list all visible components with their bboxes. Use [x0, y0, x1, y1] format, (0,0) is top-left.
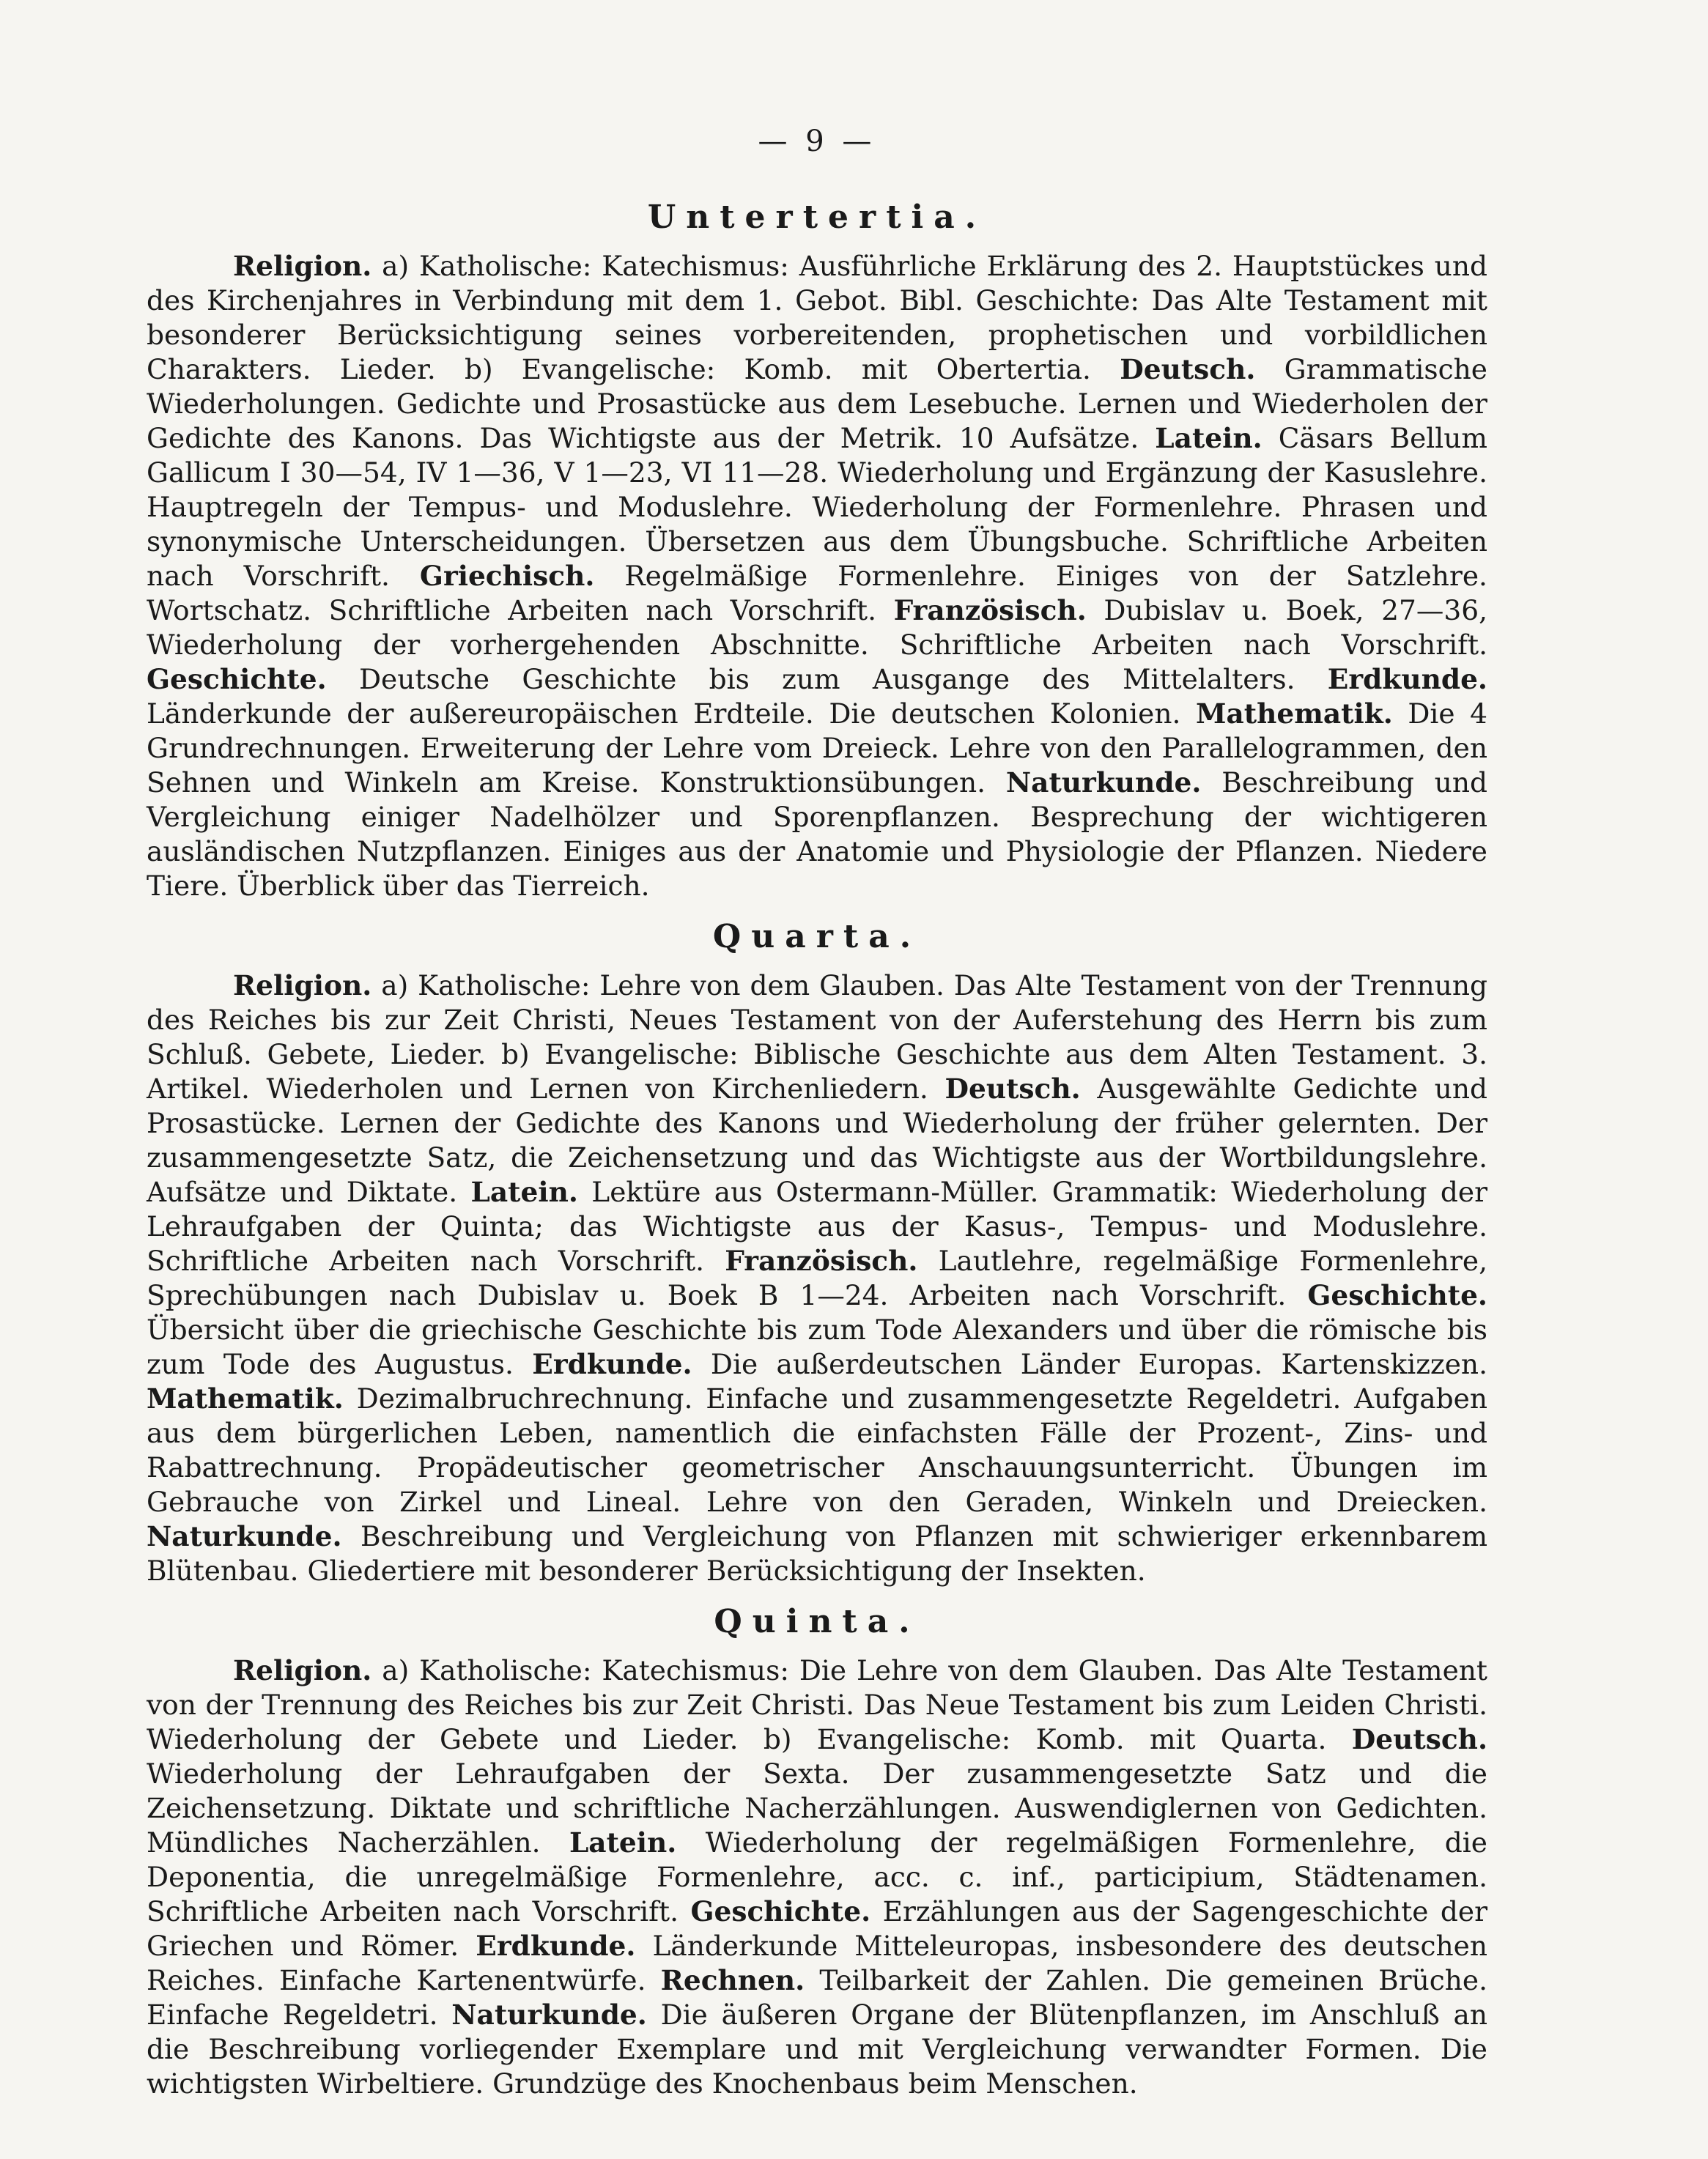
section-body [147, 249, 1487, 903]
subject-label: Erdkunde. [532, 1348, 692, 1380]
subject-text: Regelmäßige Formenlehre. Einiges von der Satzlehre. Wortschatz. Schriftliche Arbeiten nach Vorschrift. [147, 560, 1487, 626]
subject-label: Religion. [233, 1654, 372, 1686]
subject-label: Erdkunde. [1327, 663, 1487, 695]
subject-entry [532, 1348, 1487, 1380]
subject-label: Religion. [233, 969, 372, 1001]
sections-container [147, 199, 1487, 2101]
subject-label: Mathematik. [1195, 697, 1393, 730]
subject-text: Ausgewählte Gedichte und Prosastücke. Lernen der Gedichte des Kanons und Wiederholung der früher gelernten. Der zusammengesetzte Satz, die Zeichensetzung und das Wichtigste aus der Wortbildungslehre. Aufsätze und Diktate. [147, 1073, 1487, 1208]
subject-label: Erdkunde. [476, 1930, 636, 1962]
section-body [147, 969, 1487, 1588]
subject-label: Latein. [470, 1176, 578, 1208]
page-number: — 9 — [758, 125, 876, 158]
subject-text: Die äußeren Organe der Blütenpflanzen, im Anschluß an die Beschreibung vorliegender Exemplare und mit Vergleichung verwandter Formen. Die wichtigsten Wirbeltiere. Grundzüge des Knochenbaus beim Menschen. [147, 1999, 1487, 2100]
subject-label: Naturkunde. [1005, 766, 1202, 799]
subject-text: Länderkunde der außereuropäischen Erdteile. Die deutschen Kolonien. [147, 697, 1196, 730]
subject-text: Cäsars Bellum Gallicum I 30—54, IV 1—36, V 1—23, VI 11—28. Wiederholung und Ergänzung der Kasuslehre. Hauptregeln der Tempus- und Moduslehre. Wiederholung der Formenlehre. Phrasen und synonymische Unterscheidungen. Übersetzen aus dem Übungsbuche. Schriftliche Arbeiten nach Vorschrift. [147, 422, 1487, 592]
subject-text: Übersicht über die griechische Geschichte bis zum Tode Alexanders und über die römische bis zum Tode des Augustus. [147, 1314, 1487, 1380]
subject-text: Die 4 Grundrechnungen. Erweiterung der Lehre vom Dreieck. Lehre von den Parallelogrammen, den Sehnen und Winkeln am Kreise. Konstruktionsübungen. [147, 697, 1487, 799]
subject-text: Beschreibung und Vergleichung einiger Nadelhölzer und Sporenpflanzen. Besprechung der wichtigeren ausländischen Nutzpflanzen. Einiges aus der Anatomie und Physiologie der Pflanzen. Niedere Tiere. Überblick über das Tierreich. [147, 766, 1487, 902]
subject-label: Latein. [1155, 422, 1262, 454]
section-3 [147, 1603, 1487, 2101]
subject-text: Dezimalbruchrechnung. Einfache und zusammengesetzte Regeldetri. Aufgaben aus dem bürgerlichen Leben, namentlich die einfachsten Fälle der Prozent-, Zins- und Rabattrechnung. Propädeutischer geometrischer Anschauungsunterricht. Übungen im Gebrauche von Zirkel und Lineal. Lehre von den Geraden, Winkeln und Dreiecken. [147, 1382, 1487, 1518]
subject-text: Die außerdeutschen Länder Europas. Kartenskizzen. [692, 1348, 1487, 1380]
subject-entry [147, 663, 1328, 695]
subject-label: Deutsch. [944, 1073, 1081, 1105]
subject-label: Französisch. [893, 594, 1087, 626]
subject-label: Deutsch. [1120, 353, 1256, 385]
subject-label: Naturkunde. [451, 1999, 647, 2031]
subject-text: Beschreibung und Vergleichung von Pflanzen mit schwieriger erkennbarem Blütenbau. Gliedertiere mit besonderer Berücksichtigung der Insekten. [147, 1520, 1487, 1587]
subject-label: Religion. [233, 250, 372, 282]
subject-entry [147, 1382, 1487, 1518]
subject-text: Grammatische Wiederholungen. Gedichte und Prosastücke aus dem Lesebuche. Lernen und Wiederholen der Gedichte des Kanons. Das Wichtigste aus der Metrik. 10 Aufsätze. [147, 353, 1487, 454]
section-title: Quarta. [712, 918, 922, 955]
subject-label: Geschichte. [147, 663, 327, 695]
subject-label: Französisch. [725, 1245, 918, 1277]
subject-label: Mathematik. [147, 1382, 344, 1415]
subject-text: Länderkunde Mitteleuropas, insbesondere des deutschen Reiches. Einfache Kartenentwürfe. [147, 1930, 1487, 1996]
section-2 [147, 918, 1487, 1588]
subject-text: a) Katholische: Katechismus: Die Lehre von dem Glauben. Das Alte Testament von der Trennung des Reiches bis zur Zeit Christi. Das Neue Testament bis zum Leiden Christi. Wiederholung der Gebete und Lieder. b) Evangelische: Komb. mit Quarta. [147, 1654, 1487, 1755]
subject-text: Wiederholung der Lehraufgaben der Sexta. Der zusammengesetzte Satz und die Zeichensetzung. Diktate und schriftliche Nacherzählungen. Auswendiglernen von Gedichten. Mündliches Nacherzählen. [147, 1758, 1487, 1859]
section-body [147, 1653, 1487, 2101]
document-page [147, 125, 1487, 2116]
subject-text: Erzählungen aus der Sagengeschichte der Griechen und Römer. [147, 1895, 1487, 1962]
subject-label: Latein. [569, 1826, 677, 1859]
subject-text: Lautlehre, regelmäßige Formenlehre, Sprechübungen nach Dubislav u. Boek B 1—24. Arbeiten nach Vorschrift. [147, 1245, 1487, 1311]
subject-text: a) Katholische: Katechismus: Ausführliche Erklärung des 2. Hauptstückes und des Kirchenjahres in Verbindung mit dem 1. Gebot. Bibl. Geschichte: Das Alte Testament mit besonderer Berücksichtigung seines vorbereitenden, prophetischen und vorbildlichen Charakters. Lieder. b) Evangelische: Komb. mit Obertertia. [147, 250, 1487, 385]
subject-label: Griechisch. [419, 560, 595, 592]
subject-text: Teilbarkeit der Zahlen. Die gemeinen Brüche. Einfache Regeldetri. [147, 1964, 1488, 2031]
section-title: Quinta. [714, 1603, 920, 1640]
subject-entry [147, 1654, 1487, 1755]
section-1 [147, 199, 1487, 903]
subject-text: Lektüre aus Ostermann-Müller. Grammatik: Wiederholung der Lehraufgaben der Quinta; das Wichtigste aus der Kasus-, Tempus- und Moduslehre. Schriftliche Arbeiten nach Vorschrift. [147, 1176, 1487, 1277]
subject-label: Deutsch. [1351, 1723, 1487, 1755]
subject-text: Wiederholung der regelmäßigen Formenlehre, die Deponentia, die unregelmäßige Formenlehre, acc. c. inf., participium, Städtenamen. Schriftliche Arbeiten nach Vorschrift. [147, 1826, 1487, 1927]
subject-label: Geschichte. [1307, 1279, 1487, 1311]
subject-label: Geschichte. [690, 1895, 871, 1927]
subject-text: a) Katholische: Lehre von dem Glauben. Das Alte Testament von der Trennung des Reiches bis zur Zeit Christi, Neues Testament von der Auferstehung des Herrn bis zum Schluß. Gebete, Lieder. b) Evangelische: Biblische Geschichte aus dem Alten Testament. 3. Artikel. Wiederholen und Lernen von Kirchenliedern. [147, 969, 1487, 1105]
section-title: Untertertia. [647, 199, 987, 236]
subject-text: Dubislav u. Boek, 27—36, Wiederholung der vorhergehenden Abschnitte. Schriftliche Arbeiten nach Vorschrift. [147, 594, 1487, 661]
subject-label: Rechnen. [660, 1964, 805, 1996]
subject-text: Deutsche Geschichte bis zum Ausgange des Mittelalters. [326, 663, 1328, 695]
subject-entry [147, 1520, 1487, 1587]
subject-label: Naturkunde. [147, 1520, 342, 1552]
